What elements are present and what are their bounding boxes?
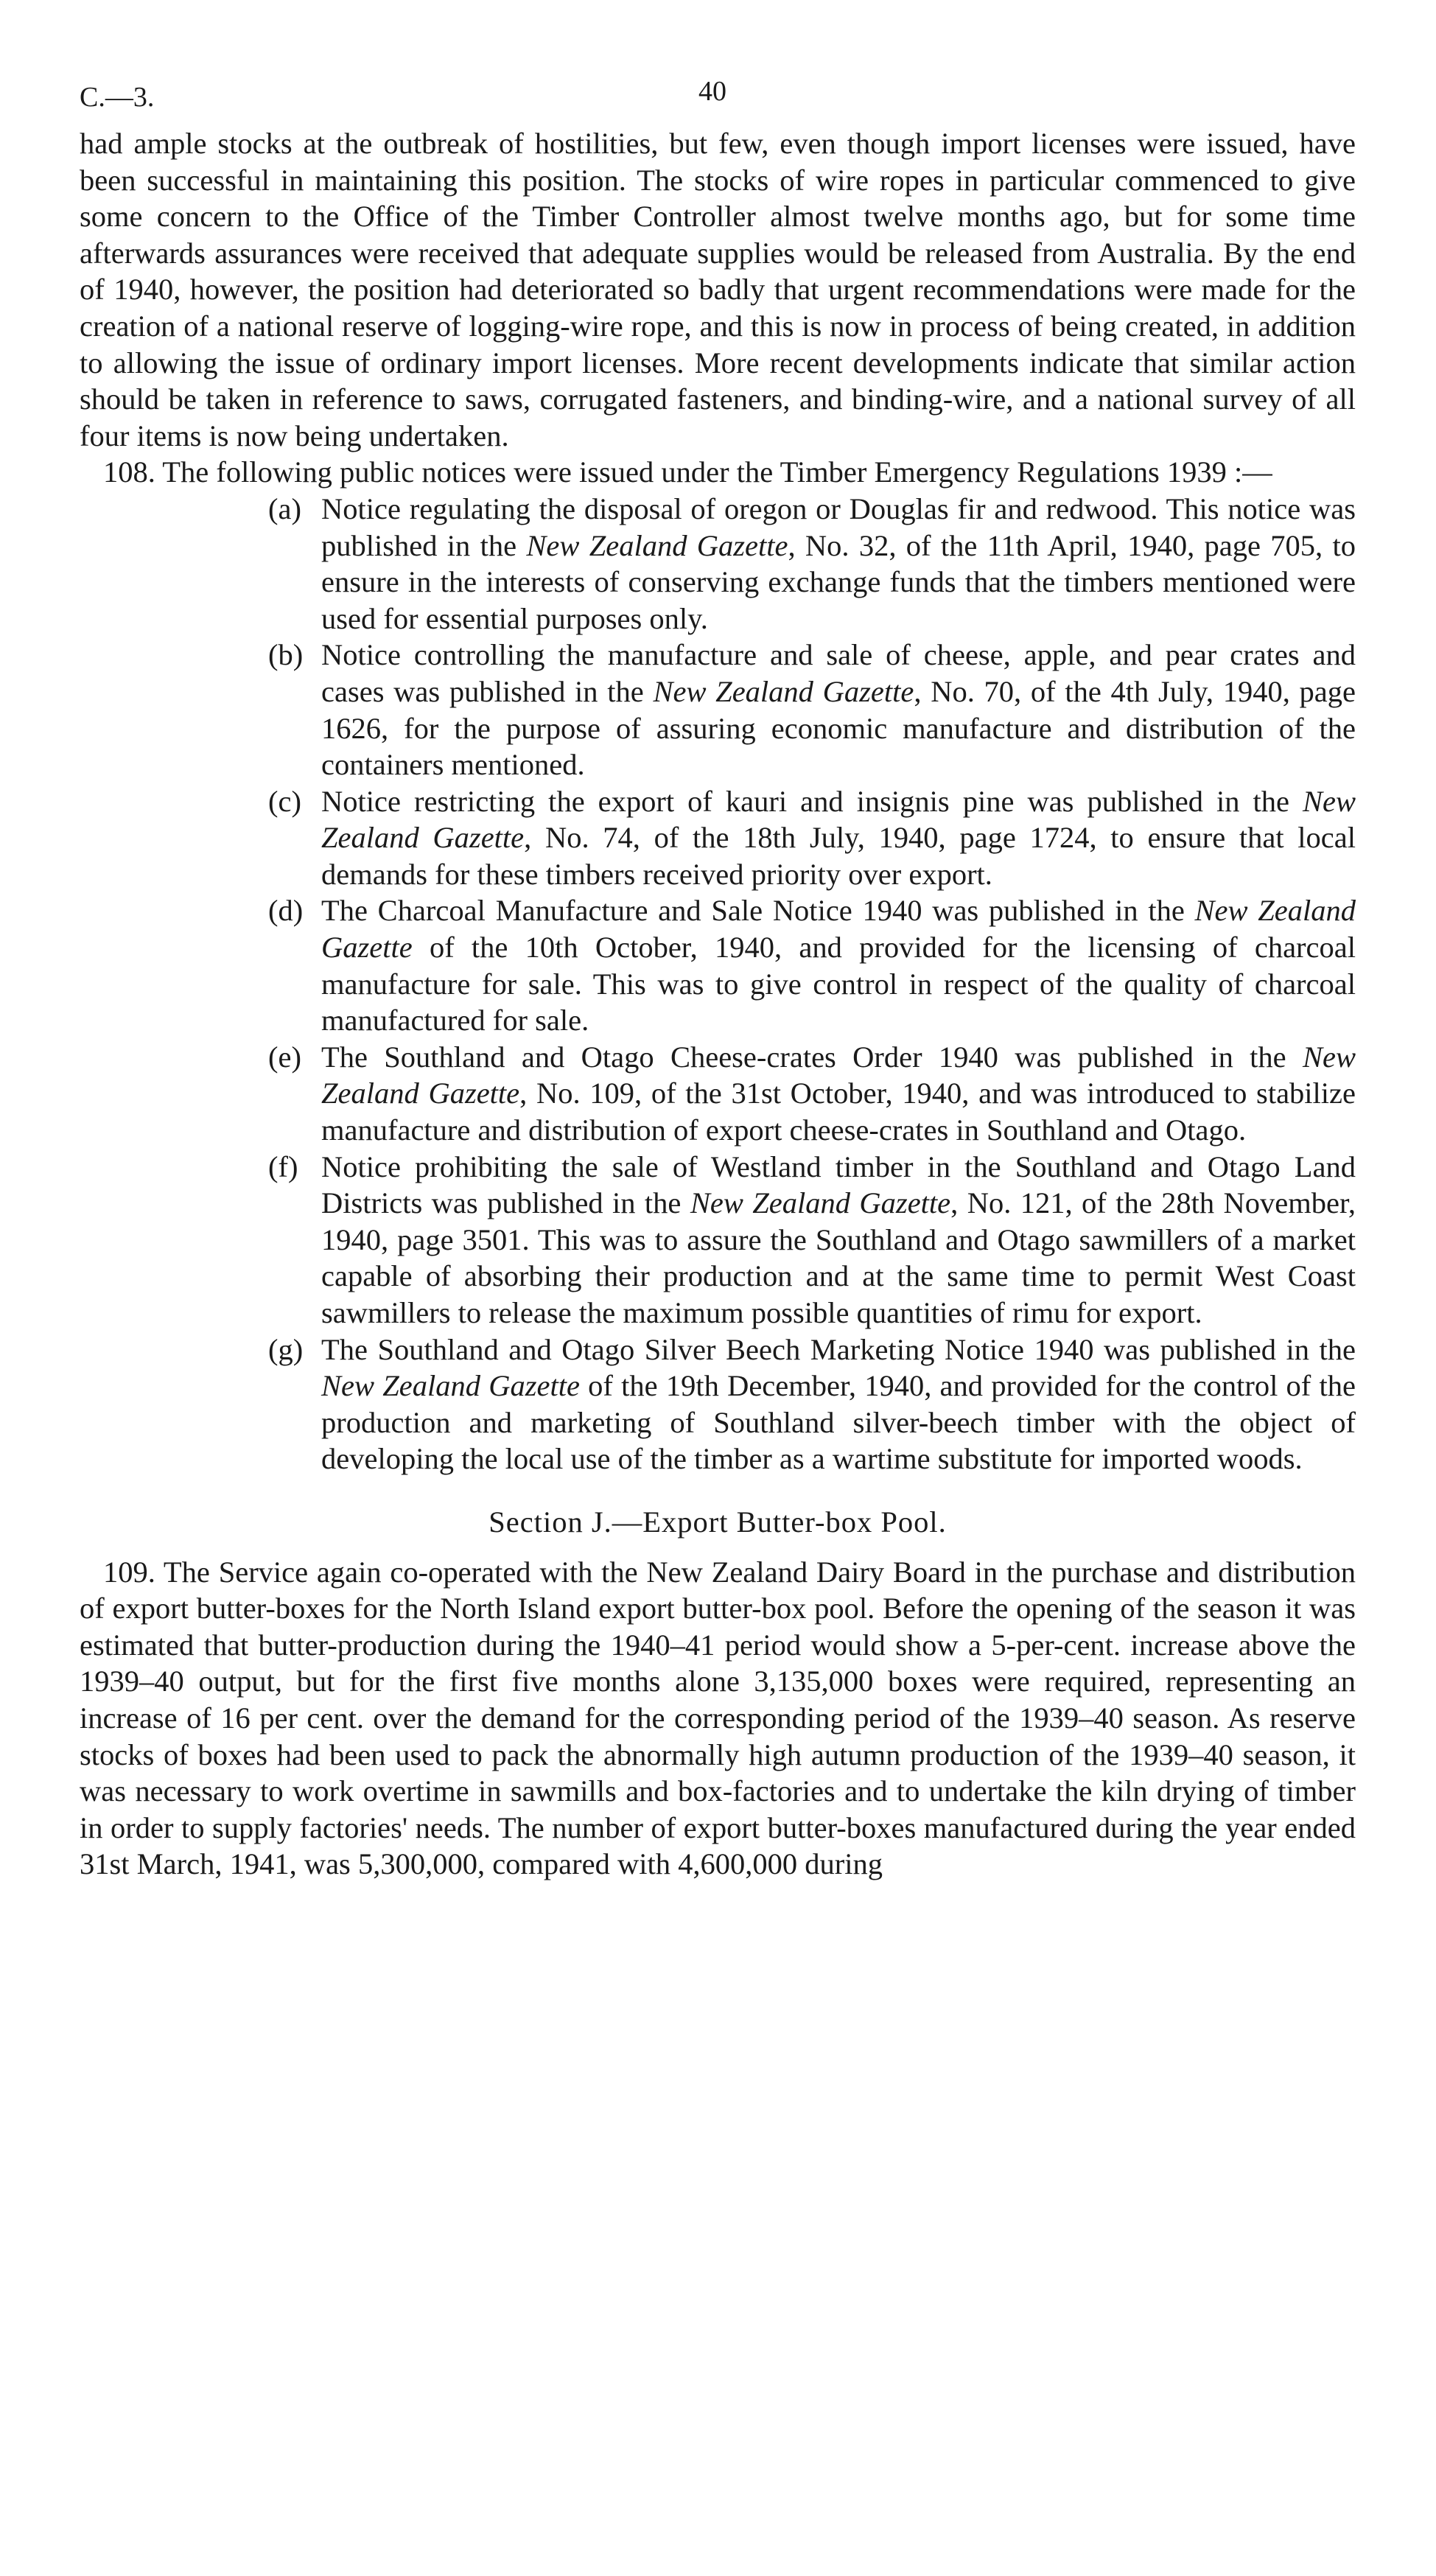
page-header bbox=[80, 66, 1356, 125]
notice-item bbox=[80, 783, 1356, 893]
gazette-title: New Zealand Gazette bbox=[690, 1186, 951, 1220]
notice-text: , No. 74, of the 18th July, 1940, page 1724, to ensure that local demands for these timbers received priority over export. bbox=[321, 821, 1356, 891]
notice-label: (a) bbox=[268, 491, 301, 525]
paragraph-continuation: had ample stocks at the outbreak of hostilities, but few, even though import licenses were issued, have been successful in maintaining this position. The stocks of wire ropes in particular commenced to give some concern to the Office of the Timber Controller almost twelve months ago, but for some time afterwards assurances were received that adequate supplies would be released from Australia. By the end of 1940, however, the position had deteriorated so badly that urgent recommendations were made for the creation of a national reserve of logging-wire rope, and this is now in process of being created, in addition to allowing the issue of ordinary import licenses. More recent developments indicate that similar action should be taken in reference to saws, corrugated fasteners, and binding-wire, and a national survey of all four items is now being undertaken. bbox=[80, 127, 1356, 452]
notice-label: (e) bbox=[268, 1040, 301, 1074]
document-page bbox=[80, 66, 1356, 1883]
notice-text: Notice restricting the export of kauri and insignis pine was published in the bbox=[321, 784, 1303, 818]
page-number: 40 bbox=[698, 76, 726, 107]
notices-list bbox=[80, 491, 1356, 1477]
notice-text: , No. 109, of the 31st October, 1940, and was introduced to stabilize manufacture and distribution of export cheese-crates in Southland and Otago. bbox=[321, 1077, 1356, 1147]
gazette-title: New Zealand Gazette bbox=[321, 894, 1356, 965]
notice-text: Notice prohibiting the sale of Westland timber in the Southland and Otago Land Districts was published in the bbox=[321, 1149, 1356, 1220]
notice-item bbox=[80, 892, 1356, 1038]
notice-text: of the 10th October, 1940, and provided for the licensing of charcoal manufacture for sale. This was to give control in respect of the quality of charcoal manufactured for sale. bbox=[321, 931, 1356, 1037]
gazette-title: New Zealand Gazette bbox=[321, 1040, 1356, 1110]
gazette-title: New Zealand Gazette bbox=[526, 528, 788, 562]
notice-label: (g) bbox=[268, 1332, 304, 1366]
notice-text: Notice controlling the manufacture and sale of cheese, apple, and pear crates and cases was published in the bbox=[321, 638, 1356, 708]
notice-text: Notice regulating the disposal of oregon or Douglas fir and redwood. This notice was published in the bbox=[321, 491, 1356, 562]
notice-item bbox=[80, 637, 1356, 783]
notice-label: (f) bbox=[268, 1149, 298, 1183]
notice-label: (b) bbox=[268, 638, 304, 672]
gazette-title: New Zealand Gazette bbox=[321, 784, 1356, 855]
notice-item bbox=[80, 491, 1356, 637]
notice-item bbox=[80, 1039, 1356, 1149]
notice-item bbox=[80, 1149, 1356, 1331]
paragraph-108: 108. The following public notices were issued under the Timber Emergency Regulations 1939 :— bbox=[103, 455, 1272, 489]
notice-text: , No. 121, of the 28th November, 1940, page 3501. This was to assure the Southland and Otago sawmillers of a market capable of absorbing their production and at the same time to permit West Coast sawmillers to release the maximum possible quantities of rimu for export. bbox=[321, 1186, 1356, 1329]
notice-text: , No. 32, of the 11th April, 1940, page 705, to ensure in the interests of conserving exchange funds that the timbers mentioned were used for essential purposes only. bbox=[321, 528, 1356, 635]
section-heading: Section J.—Export Butter-box Pool. bbox=[488, 1505, 947, 1539]
notice-text: , No. 70, of the 4th July, 1940, page 1626, for the purpose of assuring economic manufacture and distribution of the containers mentioned. bbox=[321, 674, 1356, 782]
gazette-title: New Zealand Gazette bbox=[321, 1369, 580, 1403]
notice-text: The Southland and Otago Silver Beech Marketing Notice 1940 was published in the bbox=[321, 1332, 1356, 1366]
document-reference: C.—3. bbox=[80, 82, 155, 113]
notice-text: The Southland and Otago Cheese-crates Order 1940 was published in the bbox=[321, 1040, 1303, 1074]
notice-text: The Charcoal Manufacture and Sale Notice 1940 was published in the bbox=[321, 894, 1195, 928]
notice-item bbox=[80, 1331, 1356, 1477]
paragraph-109: 109. The Service again co-operated with the New Zealand Dairy Board in the purchase and distribution of export butter-boxes for the North Island export butter-box pool. Before the opening of the season it was estimated that butter-production during the 1940–41 period would show a 5-per-cent. increase above the 1939–40 output, but for the first five months alone 3,135,000 boxes were required, representing an increase of 16 per cent. over the demand for the corresponding period of the 1939–40 season. As reserve stocks of boxes had been used to pack the abnormally high autumn production of the 1939–40 season, it was necessary to work overtime in sawmills and box-factories and to undertake the kiln drying of timber in order to supply factories' needs. The number of export butter-boxes manufactured during the year ended 31st March, 1941, was 5,300,000, compared with 4,600,000 during bbox=[80, 1555, 1356, 1881]
notice-label: (d) bbox=[268, 894, 304, 928]
notice-label: (c) bbox=[268, 784, 301, 818]
notice-text: of the 19th December, 1940, and provided for the control of the production and marketing of Southland silver-beech timber with the object of developing the local use of the timber as a wartime substitute for imported woods. bbox=[321, 1369, 1356, 1476]
gazette-title: New Zealand Gazette bbox=[653, 674, 914, 708]
